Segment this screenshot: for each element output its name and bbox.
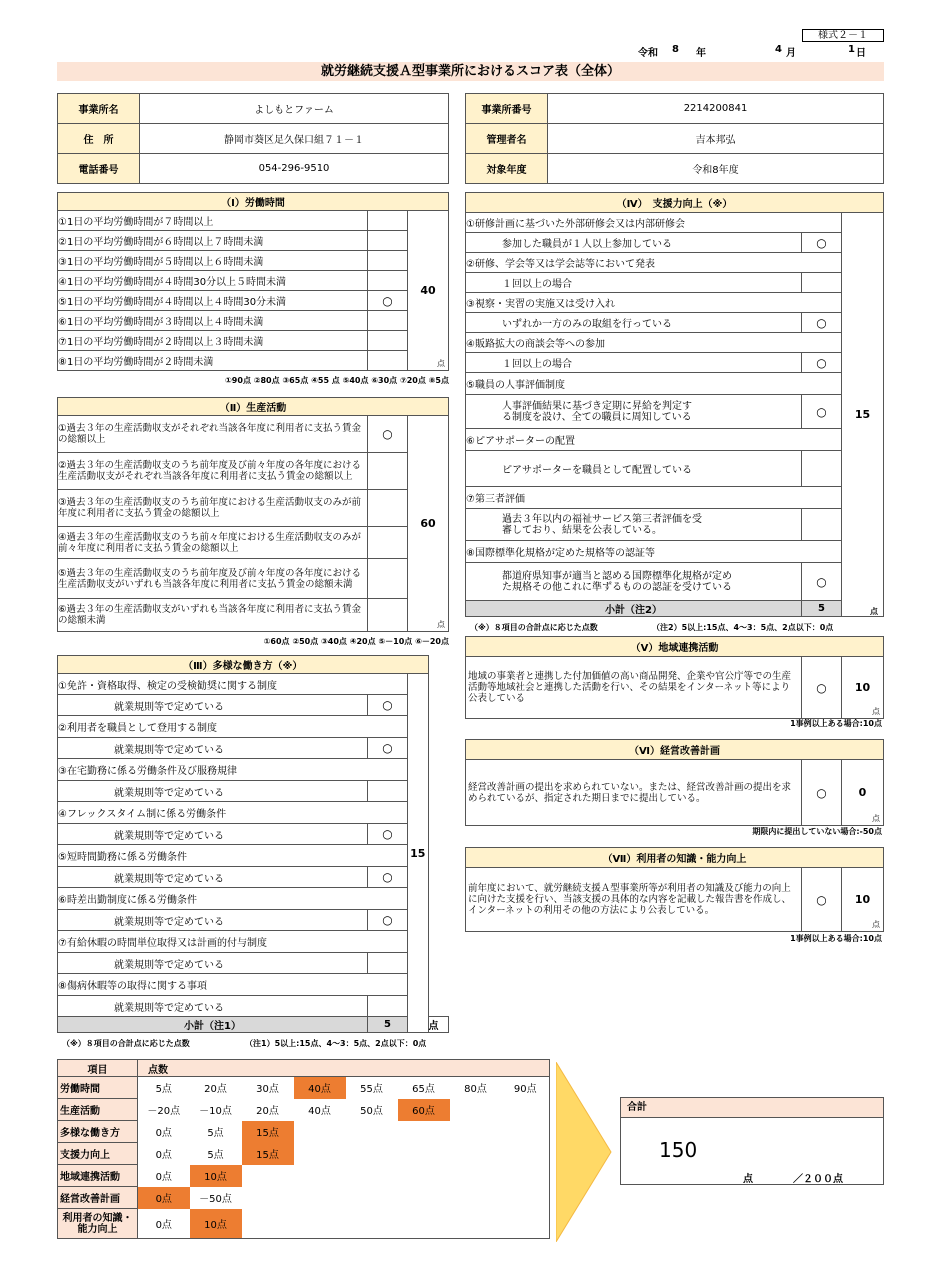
section-3-note1: （※）８項目の合計点に応じた点数 — [62, 1039, 190, 1048]
summary-row: 多様な働き方 0点 5点 15点 — [58, 1121, 550, 1143]
section-4-unit: 点 — [870, 607, 878, 616]
summary-row: 経営改善計画 0点 －50点 — [58, 1187, 550, 1209]
date-line: 令和 8 年 4 月 1 日 — [638, 44, 866, 59]
section-1-table: （Ⅰ）労働時間 ①1日の平均労働時間が７時間以上 40 点 ②1日の平均労働時間が６時間以上７時間未満 ③1日の平均労働時間が５時間以上６時間未満 ④1日の平均労働時間が４時間30分以上５時間未満 ⑤1日の平均労働時間が４時間以上４時間30分未満 ○ ⑥1日の平均労働時間が３時間以上４時間未満 ⑦1日の平均労働時間が２時間以上３時間未満 ⑧1日の平均労働時間が２時間未満 — [57, 192, 449, 371]
total-unit: 点 — [743, 1174, 753, 1185]
section-2-score: 60 — [420, 517, 436, 530]
arrow-right-icon — [556, 1062, 612, 1242]
section-6-score: 0 — [858, 786, 867, 799]
section-7-table: （Ⅶ）利用者の知識・能力向上 前年度において、就労継続支援Ａ型事業所等が利用者の知識及び能力の向上に向けた支援を行い、当該支援の具体的な内容を記載した報告書を作成し、インターネットの利用その他の方法により公表している。 ○ 10 点 — [465, 847, 884, 932]
total-box — [620, 1097, 884, 1185]
summary-table: 項目 点数 労働時間 5点 20点 30点 40点 55点 65点 80点 90点 生産活動 －20点 －10点 20点 40点 50点 60点 多様な働き方 0点 5点 15点 支援力向上 0点 5点 15点 地域連携活動 0点 10点 経営改善計画 0点 －50点 利用者の知識・能力向上 0点 10点 — [57, 1059, 550, 1239]
summary-row: 利用者の知識・能力向上 0点 10点 — [58, 1209, 550, 1239]
info-left-table: 事業所名 よしもとファーム 住 所 静岡市葵区足久保口組７１－１ 電話番号 054-296-9510 — [57, 93, 449, 184]
section-3-table: （Ⅲ）多様な働き方（※） ①免許・資格取得、検定の受検勧奨に関する制度 15 就業規則等で定めている ○ ②利用者を職員として登用する制度 就業規則等で定めている ○ ③在宅勤務に係る労働条件及び服務規律 就業規則等で定めている ④フレックスタイム制に係る労働条件 就業規則等で定めている ○ ⑤短時間勤務に係る労働条件 就業規則等で定めている ○ ⑥時差出勤制度に係る労働条件 就業規則等で定めている ○ ⑦有給休暇の時間単位取得又は計画的付与制度 就業規則等で定めている ⑧傷病休暇等の取得に関する事項 就業規則等で定めている 小計（注1） 5 点 — [57, 655, 449, 1033]
section-4-score: 15 — [854, 408, 871, 421]
total-max: ／２００点 — [793, 1174, 843, 1185]
section-5-score: 10 — [854, 681, 871, 694]
section-2-note: ①60点 ②50点 ③40点 ④20点 ⑤－10点 ⑥－20点 — [263, 637, 449, 646]
total-label: 合計 — [621, 1098, 883, 1118]
section-6-note: 期限内に提出していない場合:-50点 — [752, 827, 882, 836]
info-right-table: 事業所番号 2214200841 管理者名 吉本邦弘 対象年度 令和8年度 — [465, 93, 884, 184]
section-4-table: （Ⅳ） 支援力向上（※） ①研修計画に基づいた外部研修会又は内部研修会 15 参加した職員が１人以上参加している ○ ②研修、学会等又は学会誌等において発表 １回以上の場合 ③視察・実習の実施又は受け入れ いずれか一方のみの取組を行っている ○ ④販路拡大の商談会等への参加 １回以上の場合 ○ ⑤職員の人事評価制度 人事評価結果に基づき定期に昇給を判定する制度を設け、全ての職員に周知している ○ ⑥ピアサポーターの配置 ピアサポーターを職員として配置している ⑦第三者評価 過去３年以内の福祉サービス第三者評価を受審しており、結果を公表している。 ⑧国際標準化規格が定めた規格等の認証等 都道府県知事が適当と認める国際標準化規格が定めた規格その他これに準ずるものの認証を受けている ○ 小計（注2） 5 — [465, 192, 884, 617]
summary-row: 労働時間 5点 20点 30点 40点 55点 65点 80点 90点 — [58, 1077, 550, 1099]
section-4-note2: （注2）5以上:15点、4～3：5点、2点以下：0点 — [652, 623, 834, 632]
section-1-note: ①90点 ②80点 ③65点 ④55 点 ⑤40点 ⑥30点 ⑦20点 ⑧5点 — [225, 376, 449, 385]
page-title: 就労継続支援Ａ型事業所におけるスコア表（全体） — [57, 62, 884, 81]
section-3-score: 15 — [410, 846, 426, 860]
summary-row: 地域連携活動 0点 10点 — [58, 1165, 550, 1187]
section-5-note: 1事例以上ある場合:10点 — [790, 719, 882, 728]
section-3-subtotal: 5 — [368, 1017, 408, 1033]
section-4-subtotal: 5 — [802, 601, 842, 617]
section-5-table: （Ⅴ）地域連携活動 地域の事業者と連携した付加価値の高い商品開発、企業や官公庁等での生産活動等地域社会と連携した活動を行い、その結果をインターネット等により公表している ○ 10 点 — [465, 636, 884, 719]
total-value: 150 — [659, 1138, 698, 1162]
section-7-note: 1事例以上ある場合:10点 — [790, 934, 882, 943]
form-number: 様式２－１ — [802, 29, 884, 42]
section-6-table: （Ⅵ）経営改善計画 経営改善計画の提出を求められていない。または、経営改善計画の提出を求められているが、指定された期日までに提出している。 ○ 0 点 — [465, 739, 884, 826]
summary-row: 生産活動 －20点 －10点 20点 40点 50点 60点 — [58, 1099, 550, 1121]
section-2-table: （Ⅱ）生産活動 ①過去３年の生産活動収支がそれぞれ当該各年度に利用者に支払う賃金の総額以上 ○ 60 点 ②過去３年の生産活動収支のうち前年度及び前々年度の各年度における生産活動収支がそれぞれ当該各年度に利用者に支払う賃金の総額以上 ③過去３年の生産活動収支のうち前年度における生産活動収支のみが前年度に利用者に支払う賃金の総額以上 ④過去３年の生産活動収支のうち前々年度における生産活動収支のみが前々年度に利用者に支払う賃金の総額以上 ⑤過去３年の生産活動収支のうち前年度及び前々年度の各年度における生産活動収支がいずれも当該各年度に利用者に支払う賃金の総額未満 ⑥過去３年の生産活動収支がいずれも当該各年度に利用者に支払う賃金の総額未満 — [57, 397, 449, 632]
section-1-score: 40 — [420, 284, 436, 297]
summary-row: 支援力向上 0点 5点 15点 — [58, 1143, 550, 1165]
section-4-note1: （※）８項目の合計点に応じた点数 — [470, 623, 598, 632]
section-7-score: 10 — [854, 893, 871, 906]
section-3-note2: （注1）5以上:15点、4～3：5点、2点以下：0点 — [245, 1039, 427, 1048]
